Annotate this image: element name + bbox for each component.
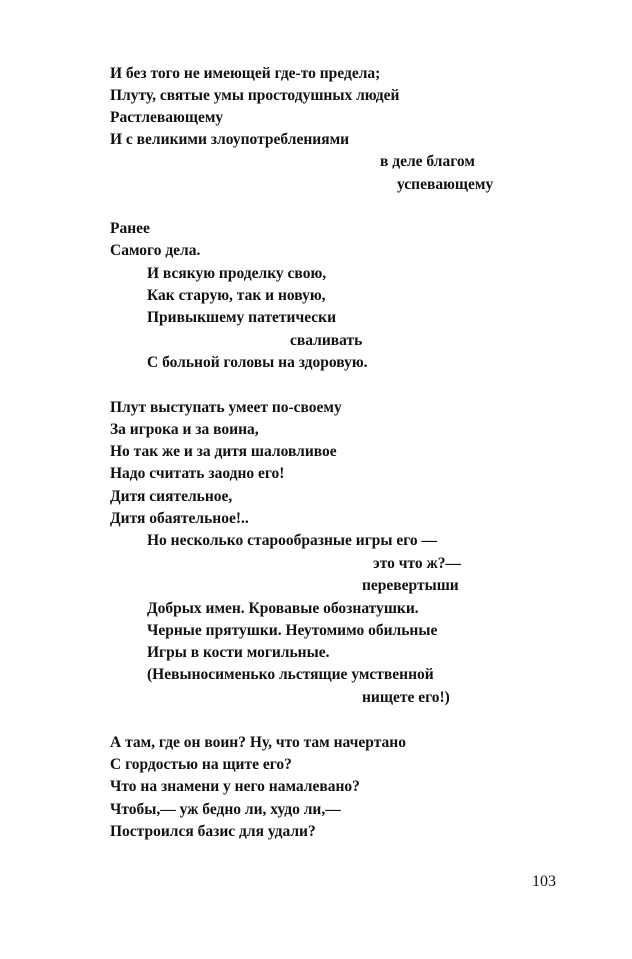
poem-line: Дитя обаятельное!.. (110, 510, 249, 527)
poem-line: И всякую проделку свою, (147, 265, 327, 282)
poem-line: За игрока и за воина, (110, 421, 259, 438)
poem-line: Добрых имен. Кровавые обознатушки. (147, 600, 419, 617)
poem-line: (Невыносименько льстящие умственной (147, 666, 434, 683)
poem-line: Но несколько старообразные игры его — (147, 532, 437, 549)
poem-line: перевертыши (362, 577, 459, 594)
poem-line: И без того не имеющей где-то предела; (110, 65, 381, 82)
poem-line: Плут выступать умеет по-своему (110, 399, 342, 416)
poem-line: И с великими злоупотреблениями (110, 131, 350, 148)
poem-line: Что на знамени у него намалевано? (110, 778, 360, 795)
poem-line: Черные прятушки. Неутомимо обильные (147, 622, 438, 639)
poem-line: Растлевающему (110, 109, 224, 126)
poem-line: успевающему (397, 176, 494, 193)
poem-line: Плуту, святые умы простодушных людей (110, 87, 400, 104)
poem-line: Игры в кости могильные. (147, 644, 330, 661)
poem-line: нищете его!) (362, 689, 450, 706)
page-number: 103 (532, 873, 556, 890)
poem-line: в деле благом (380, 153, 475, 170)
poem-line: это что ж?— (373, 555, 461, 572)
poem-line: А там, где он воин? Ну, что там начертано (110, 734, 406, 751)
poem-line: Самого дела. (110, 242, 201, 259)
poem-line: Чтобы,— уж бедно ли, худо ли,— (110, 801, 341, 818)
poem-line: С больной головы на здоровую. (147, 354, 368, 371)
poem-line: Ранее (110, 220, 150, 237)
poem-line: Построился базис для удали? (110, 823, 316, 840)
poem-line: Надо считать заодно его! (110, 465, 285, 482)
poem-line: Но так же и за дитя шаловливое (110, 443, 337, 460)
poem-line: Как старую, так и новую, (147, 287, 326, 304)
poem-line: Дитя сиятельное, (110, 488, 233, 505)
poem-line: С гордостью на щите его? (110, 756, 292, 773)
poem-line: Привыкшему патетически (147, 309, 337, 326)
poem-line: сваливать (290, 332, 363, 349)
